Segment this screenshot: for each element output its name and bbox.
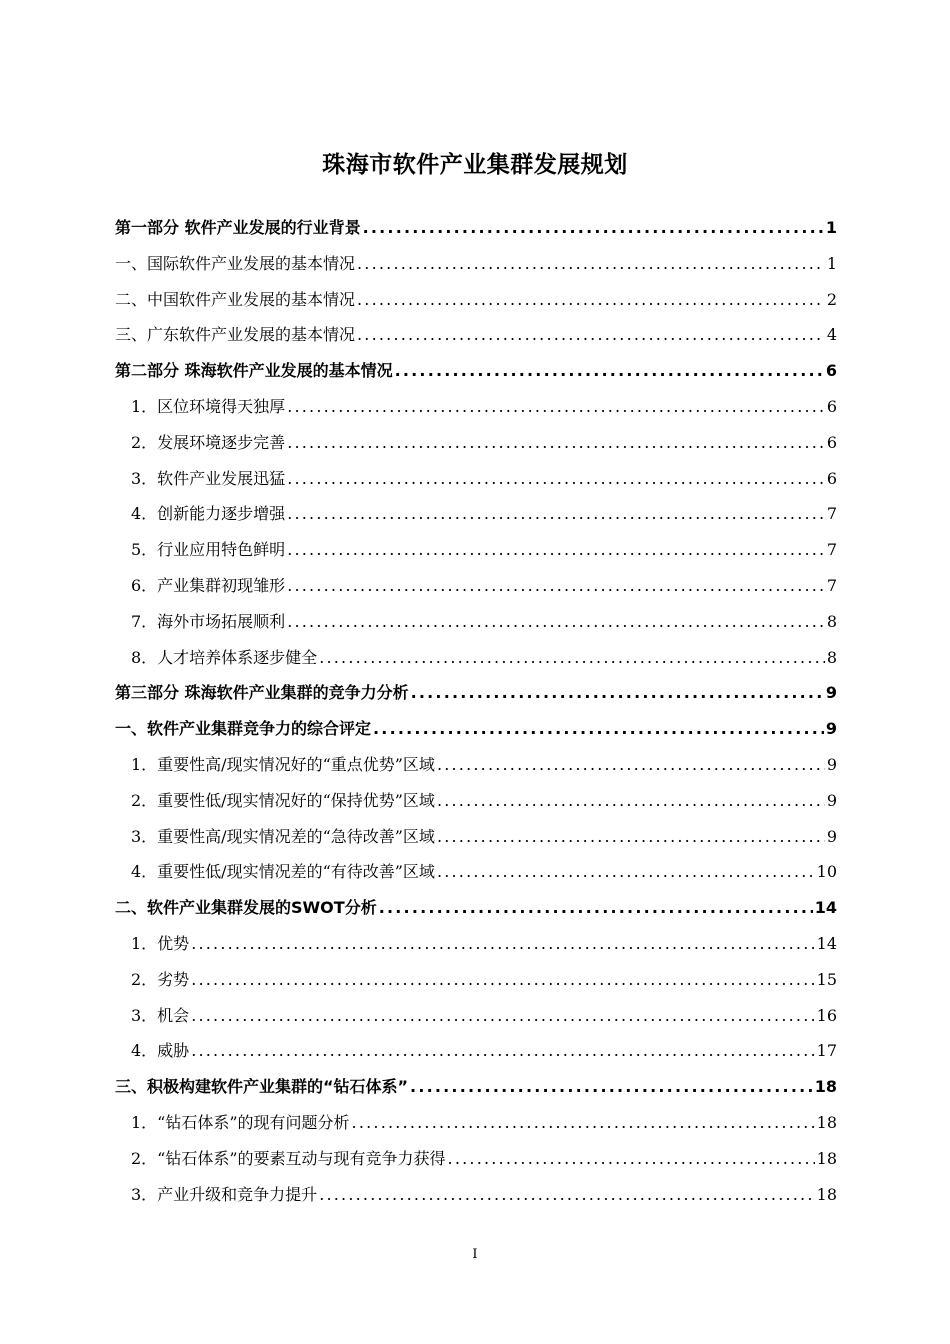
- toc-entry[interactable]: [115, 425, 837, 461]
- toc-entry[interactable]: [115, 854, 837, 890]
- toc-entry-label: 第三部分 珠海软件产业集群的竞争力分析: [115, 683, 409, 703]
- toc-leader-dots: [395, 353, 824, 389]
- toc-entry-label: 1．“钻石体系”的现有问题分析: [131, 1112, 350, 1132]
- toc-entry-page-number: 17: [816, 1041, 837, 1061]
- toc-entry-page-number: 8: [826, 611, 837, 631]
- toc-entry-page-number: 9: [825, 719, 837, 739]
- toc-entry[interactable]: [115, 640, 837, 676]
- document-title: 珠海市软件产业集群发展规划: [322, 152, 628, 178]
- toc-entry-label: 2．劣势: [131, 969, 190, 989]
- toc-entry[interactable]: [115, 353, 837, 389]
- toc-entry-label: 1．优势: [131, 933, 190, 953]
- toc-leader-dots: [437, 783, 825, 819]
- toc-entry[interactable]: [115, 317, 837, 353]
- toc-entry-label: 4．创新能力逐步增强: [131, 504, 286, 524]
- toc-entry-page-number: 6: [826, 396, 837, 416]
- toc-leader-dots: [287, 496, 825, 532]
- toc-entry-page-number: 14: [814, 898, 837, 918]
- page-number-footer: I: [472, 1247, 478, 1262]
- toc-entry[interactable]: [115, 1141, 837, 1177]
- toc-entry[interactable]: [115, 604, 837, 640]
- toc-entry-label: 2．“钻石体系”的要素互动与现有竞争力获得: [131, 1148, 446, 1168]
- toc-leader-dots: [319, 640, 825, 676]
- toc-leader-dots: [287, 389, 825, 425]
- toc-entry-label: 1．重要性高/现实情况好的“重点优势”区域: [131, 754, 435, 774]
- toc-entry-page-number: 7: [826, 504, 837, 524]
- toc-leader-dots: [437, 854, 815, 890]
- toc-entry[interactable]: [115, 461, 837, 497]
- toc-leader-dots: [191, 926, 814, 962]
- toc-entry-page-number: 9: [826, 754, 837, 774]
- toc-leader-dots: [373, 711, 824, 747]
- toc-entry-label: 8．人才培养体系逐步健全: [131, 647, 318, 667]
- toc-entry[interactable]: [115, 1033, 837, 1069]
- toc-entry[interactable]: [115, 210, 837, 246]
- toc-leader-dots: [411, 675, 824, 711]
- toc-entry-label: 3．产业升级和竞争力提升: [131, 1184, 318, 1204]
- toc-leader-dots: [437, 747, 825, 783]
- toc-entry[interactable]: [115, 282, 837, 318]
- toc-entry-label: 一、软件产业集群竞争力的综合评定: [115, 719, 372, 739]
- toc-entry[interactable]: [115, 1177, 837, 1213]
- toc-entry-label: 6．产业集群初现雏形: [131, 575, 286, 595]
- toc-entry[interactable]: [115, 1105, 837, 1141]
- toc-entry-page-number: 10: [816, 862, 837, 882]
- toc-leader-dots: [287, 532, 825, 568]
- toc-entry-page-number: 6: [826, 432, 837, 452]
- toc-leader-dots: [287, 604, 825, 640]
- toc-entry-page-number: 6: [825, 361, 837, 381]
- toc-entry-page-number: 9: [826, 826, 837, 846]
- toc-leader-dots: [379, 890, 813, 926]
- toc-leader-dots: [357, 317, 825, 353]
- toc-leader-dots: [191, 998, 814, 1034]
- toc-entry[interactable]: [115, 532, 837, 568]
- toc-entry[interactable]: [115, 389, 837, 425]
- toc-entry-label: 7．海外市场拓展顺利: [131, 611, 286, 631]
- toc-entry[interactable]: [115, 747, 837, 783]
- toc-entry-page-number: 16: [816, 1005, 837, 1025]
- toc-leader-dots: [448, 1141, 815, 1177]
- toc-entry-page-number: 18: [816, 1148, 837, 1168]
- toc-entry-label: 3．重要性高/现实情况差的“急待改善”区域: [131, 826, 435, 846]
- toc-entry[interactable]: [115, 783, 837, 819]
- toc-entry-page-number: 14: [816, 933, 837, 953]
- toc-entry-label: 2．发展环境逐步完善: [131, 432, 286, 452]
- toc-entry-page-number: 2: [826, 289, 837, 309]
- toc-entry-page-number: 1: [825, 218, 837, 237]
- toc-entry-page-number: 15: [816, 969, 837, 989]
- toc-entry-page-number: 9: [826, 790, 837, 810]
- toc-leader-dots: [410, 1069, 813, 1105]
- toc-entry[interactable]: [115, 246, 837, 282]
- toc-entry-page-number: 18: [816, 1112, 837, 1132]
- toc-entry-label: 三、广东软件产业发展的基本情况: [115, 325, 356, 345]
- toc-entry-page-number: 18: [816, 1184, 837, 1204]
- toc-entry[interactable]: [115, 962, 837, 998]
- toc-leader-dots: [357, 246, 825, 282]
- toc-entry-page-number: 1: [826, 253, 837, 273]
- toc-entry[interactable]: [115, 890, 837, 926]
- toc-entry[interactable]: [115, 819, 837, 855]
- toc-entry-page-number: 7: [826, 540, 837, 560]
- toc-leader-dots: [191, 1033, 814, 1069]
- toc-entry-label: 第二部分 珠海软件产业发展的基本情况: [115, 361, 393, 381]
- toc-entry-page-number: 18: [814, 1077, 837, 1097]
- toc-entry-label: 三、积极构建软件产业集群的“钻石体系”: [115, 1077, 409, 1097]
- toc-entry-label: 3．机会: [131, 1005, 190, 1025]
- toc-entry-label: 3．软件产业发展迅猛: [131, 468, 286, 488]
- toc-entry[interactable]: [115, 926, 837, 962]
- toc-entry[interactable]: [115, 1069, 837, 1105]
- toc-leader-dots: [363, 210, 824, 246]
- toc-leader-dots: [357, 282, 825, 318]
- toc-entry-label: 5．行业应用特色鲜明: [131, 540, 286, 560]
- toc-entry-label: 二、中国软件产业发展的基本情况: [115, 289, 356, 309]
- toc-entry[interactable]: [115, 711, 837, 747]
- toc-entry-page-number: 9: [825, 683, 837, 703]
- toc-entry-page-number: 4: [826, 325, 837, 345]
- toc-leader-dots: [287, 461, 825, 497]
- toc-entry[interactable]: [115, 675, 837, 711]
- toc-leader-dots: [287, 425, 825, 461]
- toc-entry-label: 二、软件产业集群发展的SWOT分析: [115, 898, 377, 918]
- toc-entry-page-number: 6: [826, 468, 837, 488]
- toc-entry-label: 一、国际软件产业发展的基本情况: [115, 253, 356, 273]
- toc-leader-dots: [319, 1177, 814, 1213]
- toc-entry-label: 4．重要性低/现实情况差的“有待改善”区域: [131, 862, 435, 882]
- toc-leader-dots: [287, 568, 825, 604]
- toc-entry-label: 1．区位环境得天独厚: [131, 396, 286, 416]
- toc-entry-label: 4．威胁: [131, 1041, 190, 1061]
- toc-entry-page-number: 7: [826, 575, 837, 595]
- toc-entry-label: 2．重要性低/现实情况好的“保持优势”区域: [131, 790, 435, 810]
- toc-leader-dots: [191, 962, 814, 998]
- toc-leader-dots: [352, 1105, 815, 1141]
- toc-entry-page-number: 8: [826, 647, 837, 667]
- toc-entry-label: 第一部分 软件产业发展的行业背景: [115, 218, 361, 237]
- toc-leader-dots: [437, 819, 825, 855]
- toc-entry[interactable]: [115, 998, 837, 1034]
- toc-entry[interactable]: [115, 496, 837, 532]
- toc-entry[interactable]: [115, 568, 837, 604]
- table-of-contents: [115, 210, 837, 1212]
